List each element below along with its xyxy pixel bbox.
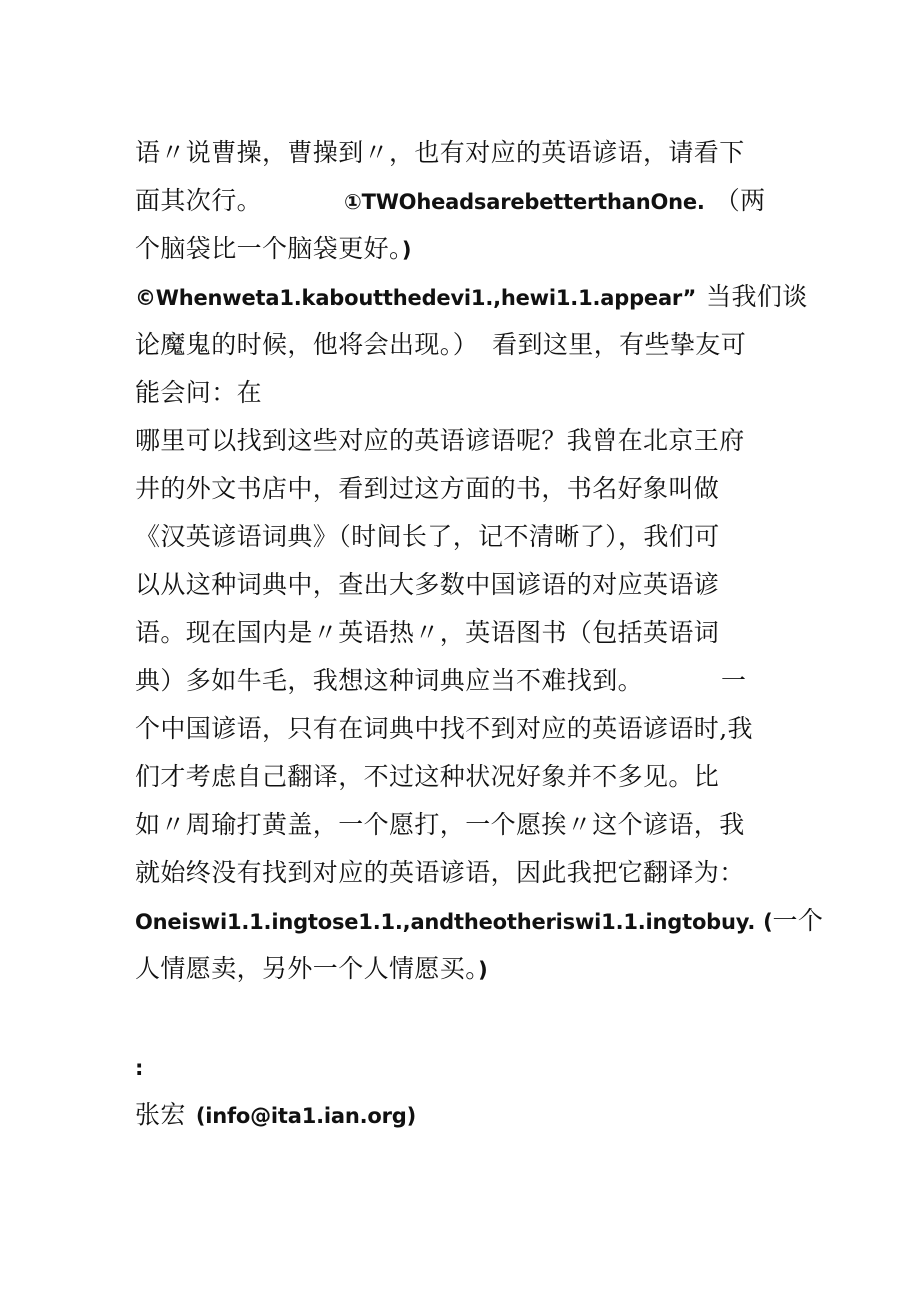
text-segment: 如〃周瑜打黄盖，一个愿打，一个愿挨〃这个谚语，我 — [135, 810, 745, 839]
text-line-6 — [135, 377, 262, 409]
author-email: (info@ita1.ian.org) — [195, 1104, 417, 1128]
text-segment: 一个 — [772, 906, 824, 935]
text-line-15 — [135, 809, 745, 841]
text-segment: ) — [478, 958, 488, 982]
text-line-4 — [135, 281, 808, 314]
text-segment: 们才考虑自己翻译，不过这种状况好象并不多见。比 — [135, 762, 720, 791]
text-segment: 能会问：在 — [135, 378, 263, 407]
text-segment: 以从这种词典中，查出大多数中国谚语的对应英语谚 — [135, 570, 720, 599]
text-line-8 — [135, 473, 719, 505]
text-line-1 — [135, 137, 745, 169]
text-segment: 当我们谈 — [706, 282, 808, 311]
author-name: 张宏 — [135, 1100, 186, 1129]
text-segment: 面其次行。 — [135, 186, 263, 215]
text-line-19 — [135, 1051, 143, 1084]
text-line-12 — [135, 665, 746, 697]
text-segment: 个中国谚语，只有在词典中找不到对应的英语谚语时,我 — [135, 714, 753, 743]
text-segment: （两 — [714, 186, 766, 215]
text-segment: 井的外文书店中，看到过这方面的书，书名好象叫做 — [135, 474, 720, 503]
text-segment: 典）多如牛毛，我想这种词典应当不难找到。 — [135, 666, 644, 695]
text-line-18 — [135, 953, 488, 986]
text-segment: ) — [401, 238, 412, 262]
text-segment: 人情愿卖，另外一个人情愿买。 — [135, 954, 479, 983]
text-segment: 一 — [721, 666, 747, 695]
text-line-3 — [135, 233, 411, 266]
text-line-17 — [135, 905, 823, 938]
text-line-16 — [135, 857, 745, 889]
text-segment: 论魔鬼的时候，他将会出现。） — [135, 330, 479, 359]
text-segment: 看到这里，有些挚友可 — [492, 330, 747, 359]
english-translation: Oneiswi1.1.ingtose1.1.,andtheotheriswi1.1.ingtobuy. — [135, 910, 756, 934]
text-segment: 语。现在国内是〃英语热〃，英语图书（包括英语词 — [135, 618, 720, 647]
text-segment: 《汉英谚语词典》（时间长了，记不清晰了），我们可 — [135, 522, 720, 551]
text-segment: 就始终没有找到对应的英语谚语，因此我把它翻译为： — [135, 858, 745, 887]
text-line-5 — [135, 329, 746, 361]
text-line-11 — [135, 617, 719, 649]
text-segment: 语〃说曹操，曹操到〃，也有对应的英语谚语，请看下 — [135, 138, 745, 167]
text-segment: : — [135, 1056, 144, 1080]
text-segment: ( — [763, 910, 773, 934]
author-line — [135, 1099, 416, 1132]
text-segment: 个脑袋比一个脑袋更好。 — [135, 234, 402, 263]
text-line-10 — [135, 569, 719, 601]
english-proverb-2: ©Whenweta1.kaboutthedevi1.,hewi1.1.appear” — [135, 286, 697, 310]
text-line-14 — [135, 761, 719, 793]
text-line-13 — [135, 713, 753, 745]
text-line-2 — [135, 185, 766, 218]
text-segment: 哪里可以找到这些对应的英语谚语呢？我曾在北京王府 — [135, 426, 745, 455]
text-line-9 — [135, 521, 720, 553]
text-line-7 — [135, 425, 745, 457]
english-proverb-1: ①TWOheadsarebetterthanOne. — [344, 190, 705, 214]
